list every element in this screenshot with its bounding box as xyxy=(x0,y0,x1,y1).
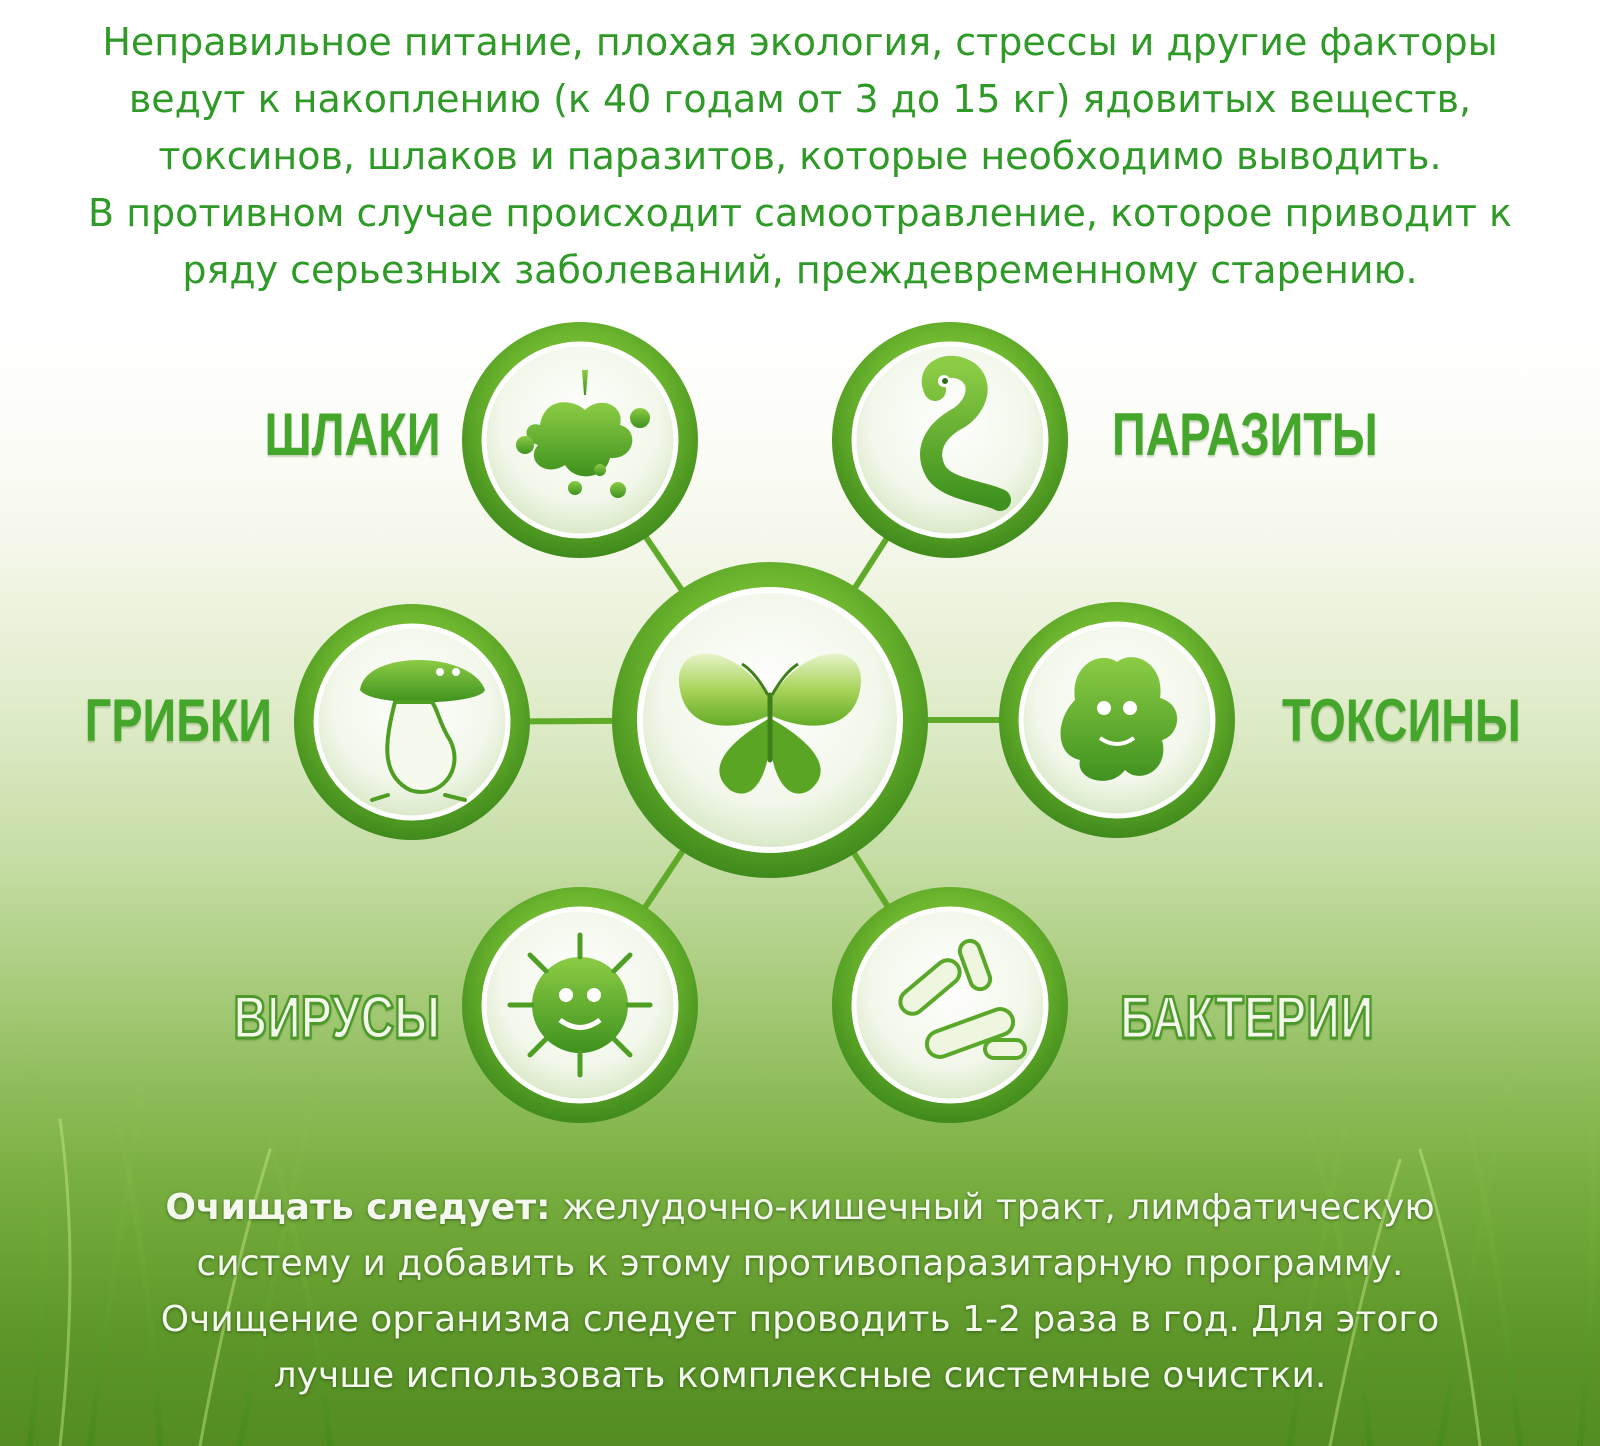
footer-line-rest: желудочно-кишечный тракт, лимфатическую xyxy=(550,1187,1435,1228)
intro-line: В противном случае происходит самоотравление, которое приводит к xyxy=(88,191,1512,235)
node-slag xyxy=(462,322,698,558)
intro-line: Неправильное питание, плохая экология, стрессы и другие факторы xyxy=(102,20,1498,64)
node-fungi xyxy=(294,604,530,840)
node-toxins xyxy=(999,602,1235,838)
footer-line xyxy=(0,1180,1600,1236)
label-viruses: ВИРУСЫ xyxy=(233,984,440,1051)
footer-line: Очищение организма следует проводить 1-2 раза в год. Для этого xyxy=(160,1299,1440,1340)
label-toxins: ТОКСИНЫ xyxy=(1282,687,1521,754)
label-fungi: ГРИБКИ xyxy=(84,687,272,754)
center-node xyxy=(612,562,928,878)
footer-line: лучше использовать комплексные системные очистки. xyxy=(273,1355,1327,1396)
label-bacteria: БАКТЕРИИ xyxy=(1120,984,1374,1051)
node-viruses xyxy=(462,887,698,1123)
node-parasites xyxy=(832,322,1068,558)
label-parasites: ПАРАЗИТЫ xyxy=(1112,401,1378,468)
virus-icon xyxy=(510,935,650,1075)
footer-lead: Очищать следует: xyxy=(165,1187,551,1228)
intro-line: ведут к накоплению (к 40 годам от 3 до 15 кг) ядовитых веществ, xyxy=(128,77,1472,121)
intro-line: токсинов, шлаков и паразитов, которые необходимо выводить. xyxy=(158,134,1442,178)
intro-line: ряду серьезных заболеваний, преждевременному старению. xyxy=(182,248,1418,292)
label-slag: ШЛАКИ xyxy=(264,401,440,468)
node-bacteria xyxy=(832,887,1068,1123)
footer-line: систему и добавить к этому противопаразитарную программу. xyxy=(196,1243,1404,1284)
footer-text xyxy=(0,1180,1600,1404)
